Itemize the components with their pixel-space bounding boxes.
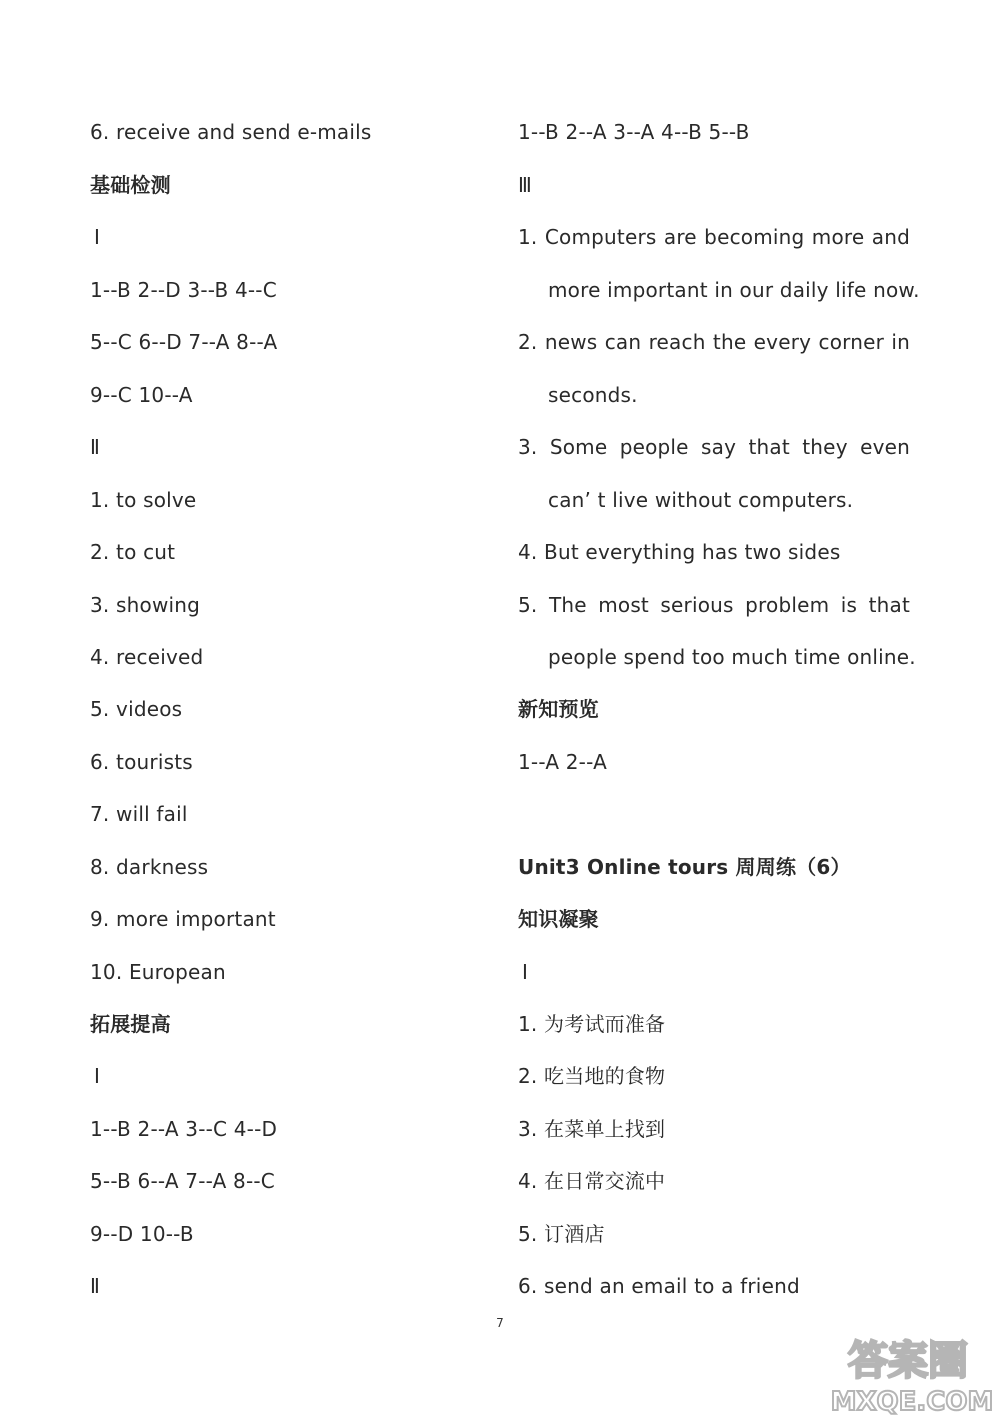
answer-line-continued: more important in our daily life now. [548,278,920,302]
answer-line: 3. 在菜单上找到 [518,1117,666,1141]
answer-line-continued: people spend too much time online. [548,645,916,669]
answer-line: 2. news can reach the every corner in [518,330,910,354]
answer-line: 5. The most serious problem is that [518,593,910,617]
unit-title: Unit3 Online tours 周周练（6） [518,855,851,879]
answer-line: 1--B 2--A 3--A 4--B 5--B [518,120,750,144]
roman-numeral-heading: Ⅲ [518,173,532,197]
answer-line: 9--C 10--A [90,383,193,407]
answer-line: 5--C 6--D 7--A 8--A [90,330,278,354]
answer-line: 5. 订酒店 [518,1222,605,1246]
answer-line: 2. 吃当地的食物 [518,1064,666,1088]
watermark-bottom-text: MXQE.COM [830,1387,994,1416]
answer-line: 8. darkness [90,855,209,879]
answer-line: 3. showing [90,593,201,617]
watermark-top-text: 答案圈 [848,1338,968,1384]
answer-line: 1--B 2--D 3--B 4--C [90,278,277,302]
section-heading-extension: 拓展提高 [90,1012,171,1036]
answer-line: 2. to cut [90,540,176,564]
answer-line-continued: can’ t live without computers. [548,488,854,512]
answer-line: 6. receive and send e-mails [90,120,372,144]
roman-numeral-heading: Ⅱ [90,435,101,459]
answer-line: 1. Computers are becoming more and [518,225,910,249]
answer-line-continued: seconds. [548,383,638,407]
answer-line: 3. Some people say that they even [518,435,910,459]
answer-line: 9--D 10--B [90,1222,194,1246]
roman-numeral-heading: Ⅰ [94,1064,101,1088]
page-number: 7 [496,1316,504,1330]
answer-line: 1--B 2--A 3--C 4--D [90,1117,278,1141]
answer-line: 5--B 6--A 7--A 8--C [90,1169,275,1193]
answer-line: 6. send an email to a friend [518,1274,800,1298]
answer-line: 1--A 2--A [518,750,607,774]
roman-numeral-heading: Ⅰ [522,960,529,984]
answer-line: 10. European [90,960,226,984]
section-heading-knowledge: 知识凝聚 [518,907,599,931]
roman-numeral-heading: Ⅰ [94,225,101,249]
answer-line: 7. will fail [90,802,188,826]
answer-line: 1. to solve [90,488,197,512]
section-heading-basic-test: 基础检测 [90,173,171,197]
watermark-logo [812,1328,994,1416]
roman-numeral-heading: Ⅱ [90,1274,101,1298]
answer-line: 9. more important [90,907,276,931]
answer-line: 4. received [90,645,204,669]
answer-line: 5. videos [90,697,183,721]
answer-line: 4. But everything has two sides [518,540,841,564]
answer-line: 6. tourists [90,750,193,774]
answer-line: 1. 为考试而准备 [518,1012,666,1036]
section-heading-preview: 新知预览 [518,697,599,721]
answer-line: 4. 在日常交流中 [518,1169,666,1193]
